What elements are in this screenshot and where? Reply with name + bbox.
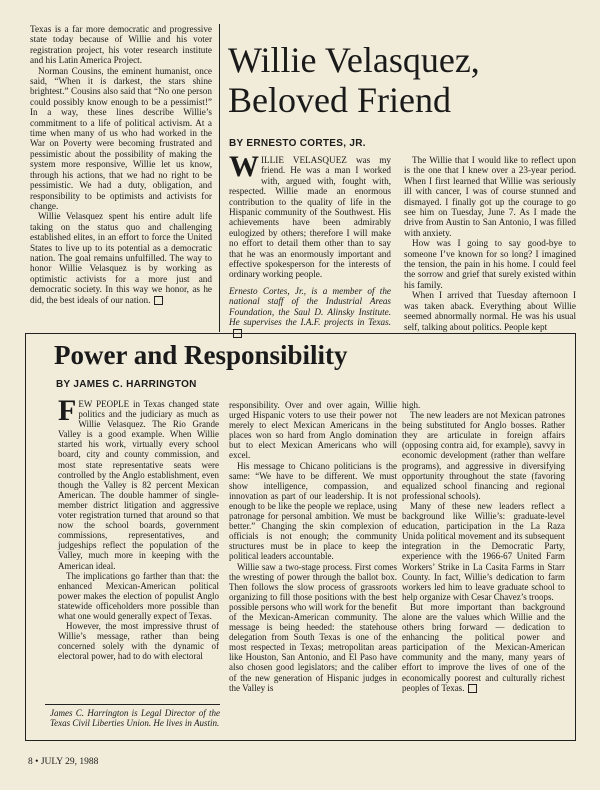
paragraph: Texas is a far more democratic and progressive state today because of Willie and his voter registration project, his voter research institute and his Latin America Project.: [30, 24, 212, 66]
article-title-line-2: Beloved Friend: [228, 80, 451, 120]
paragraph: [229, 150, 391, 280]
paragraph: The implications go farther than that: the enhanced Mexican-American political power makes the election of populist Anglo statewide officeholders more possible than what one would generally expect of Texas.: [58, 570, 219, 621]
page-footer: 8 • JULY 29, 1988: [28, 757, 99, 767]
article-byline: BY ERNESTO CORTES, JR.: [229, 138, 366, 149]
author-bio: [229, 286, 391, 338]
bottom-column-3: [402, 400, 565, 693]
paragraph: Willie saw a two-stage process. First comes the wresting of power through the ballot box. Then follows the slow process of grassroots organizing to fill those positions with the best possible persons who will work for the benefit of the Mexican-American community. The message is being heeded: the statehouse delegation from South Texas is one of the most respected in Texas; metropolitan areas like Houston, San Antonio, and El Paso have also chosen good legislators; and the caliber of the new generation of Hispanic judges in the Valley is: [229, 561, 397, 693]
end-mark-icon: [468, 684, 477, 693]
paragraph-text: ILLIE VELASQUEZ was my friend. He was a man I worked with, argued with, fought with, respected. Willie made an enormous contribution to the quality of life in the Hispanic community of the Southwest. His achievements have been admirably eulogized by others; therefore I will make no effort to detail them other than to say that he was an enormously important and effective spokesperson for the interests of ordinary working people.: [229, 155, 391, 280]
paragraph: [58, 394, 219, 571]
drop-cap: W: [229, 150, 259, 183]
sidebar-author-bio: James C. Harrington is Legal Director of the Texas Civil Liberties Union. He lives in Austin.: [50, 708, 220, 729]
article-title-line-1: Willie Velasquez,: [228, 40, 480, 80]
paragraph: Many of these new leaders reflect a background like Willie’s: graduate-level education, participation in the La Raza Unida political movement and its subsequent integration in the Democratic Party, experience with the 1966-67 United Farm Workers’ Strike in La Casita Farms in Starr County. In fact, Willie’s dedication to farm workers led him to leave graduate school to help organize with Cesar Chavez’s troops.: [402, 500, 565, 602]
paragraph: The new leaders are not Mexican patrones being substituted for Anglo bosses. Rather they are articulate in foreign affairs (opposing contra aid, for example), savvy in economic development (rather than welfare programs), and aggressive in diversifying opportunity throughout the state (favoring equalized school financing and regional professional schools).: [402, 410, 565, 501]
paragraph-text: EW PEOPLE in Texas changed state politics and the judiciary as much as Willie Velasquez. The Rio Grande Valley is a good example. When Willie started his work, virtually every school board, city and county commission, and most state representative seats were controlled by the Anglo establishment, even though the Valley is 82 percent Mexican American. The double hammer of single-member district litigation and aggressive voter registration turned that around so that now the school boards, government commissions, representatives, and judgeships reflect the population of the Valley, much more in keeping with the American ideal.: [58, 399, 219, 571]
paragraph-text: Willie Velasquez spent his entire adult life taking on the status quo and challenging established elites, in an effort to force the United States to live up to its potential as a democratic nation. The goal remains unfulfilled. The way to honor Willie Velasquez is by working as optimistic activists for a more just and democratic society. In this way we honor, as he did, the best ideals of our nation.: [30, 211, 212, 305]
bio-divider: [45, 704, 220, 705]
author-bio-text: Ernesto Cortes, Jr., is a member of the national staff of the Industrial Areas Foundation, the Saul D. Alinsky Institute. He supervises the I.A.F. projects in Texas.: [229, 285, 391, 328]
paragraph: His message to Chicano politicians is the same: “We have to be different. We must show intelligence, compassion, and innovation as part of our leadership. It is not enough to be like the people we replace, using patronage for personal ambition. We must be better.” Changing the skin complexion of officials is not enough; the community structures must be in place to keep the political leaders accountable.: [229, 460, 397, 562]
paragraph: [30, 211, 212, 305]
top-left-column: [30, 24, 212, 305]
paragraph-text: But more important than background alone are the values which Willie and the others bring forward — dedication to enhancing the political power and participation of the Mexican-American community and the many, many years of effort to improve the lives of one of the economically poorest and culturally richest peoples of Texas.: [402, 601, 565, 693]
sidebar-title: Power and Responsibility: [54, 340, 348, 370]
column-divider: [219, 24, 220, 332]
paragraph: The Willie that I would like to reflect upon is the one that I knew over a 23-year period. When I first learned that Willie was seriously ill with cancer, I was of course stunned and dismayed. I finally got up the courage to go see him on Tuesday, June 7. As I made the drive from Austin to San Antonio, I was filled with anxiety.: [404, 155, 576, 238]
end-mark-icon: [154, 296, 163, 305]
paragraph: However, the most impressive thrust of Willie’s message, rather than being concerned solely with the dynamic of electoral power, had to do with electoral: [58, 621, 219, 662]
sidebar-byline: BY JAMES C. HARRINGTON: [56, 379, 197, 390]
paragraph: [402, 602, 565, 693]
paragraph: responsibility. Over and over again, Willie urged Hispanic voters to use their power not merely to elect Mexican Americans in the places won so hard from Anglo domination but to elect Mexican Americans who will excel.: [229, 400, 397, 461]
paragraph: When I arrived that Tuesday afternoon I was taken aback. Everything about Willie seemed abnormally normal. He was his usual self, talking about politics. People kept: [404, 290, 576, 332]
article-title: [228, 40, 588, 120]
top-right-column: [404, 155, 576, 332]
bottom-column-1: [58, 394, 219, 662]
paragraph: high.: [402, 400, 421, 410]
paragraph: Norman Cousins, the eminent humanist, once said, “When it is darkest, the stars shine brightest.” Cousins also said that “No one person could possibly know enough to be a pessimist!” In a way, these lines describe Willie’s commitment to a life of political activism. At a time when many of us who had worked in the War on Poverty were becoming frustrated and pessimistic about the possibility of making the system more responsive, Willie let us know, through his actions, that we had no right to be pessimistic. We had a duty, obligation, and responsibility to be optimists and activists for change.: [30, 65, 212, 211]
top-middle-column: [229, 150, 391, 338]
paragraph: How was I going to say good-bye to someone I’ve known for so long? I imagined the tension, the pain in his home. I could feel the sorrow and grief that surely existed within his family.: [404, 238, 576, 290]
drop-cap: F: [58, 394, 77, 427]
bottom-column-2: [229, 400, 397, 693]
